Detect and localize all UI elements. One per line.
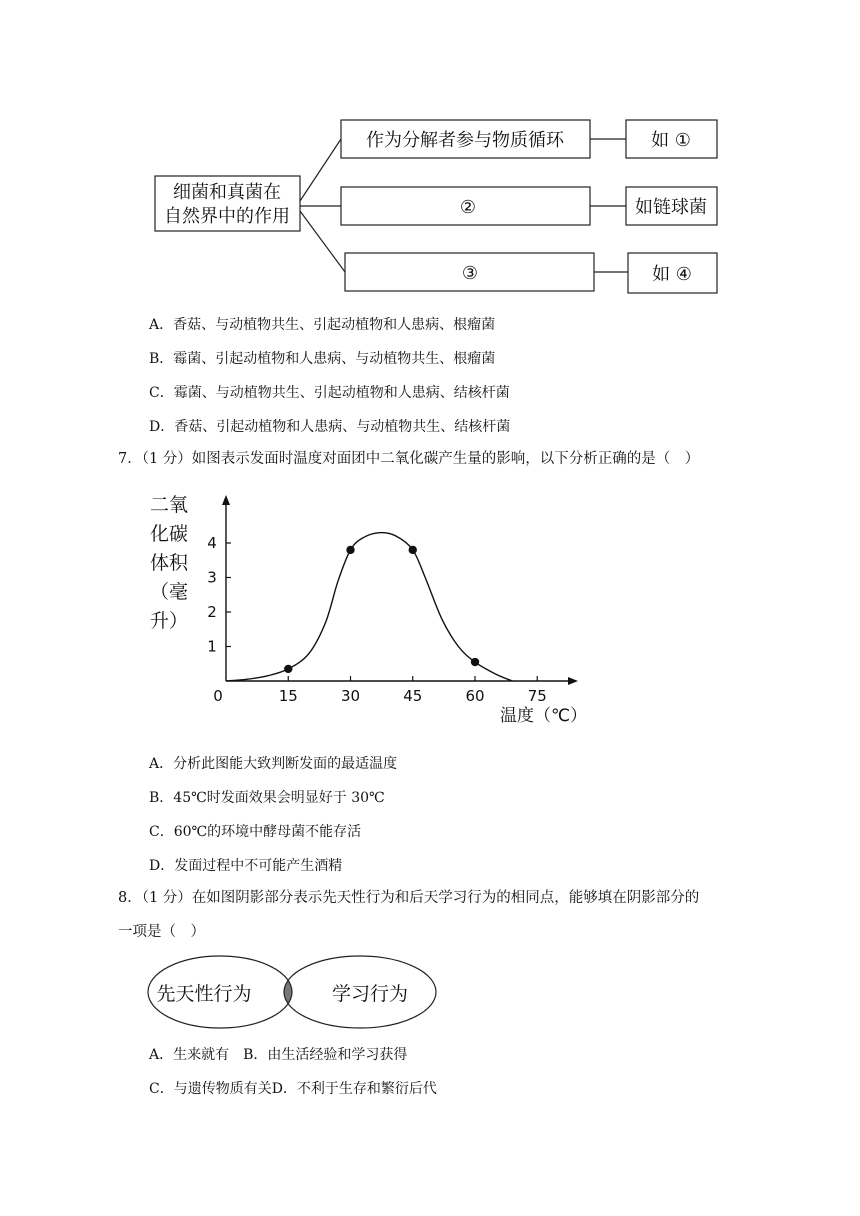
q7-stem: 7．（1 分）如图表示发面时温度对面团中二氧化碳产生量的影响，以下分析正确的是（ ）: [118, 451, 700, 467]
branch3-example-label: 如 ④: [652, 264, 692, 285]
y-tick-label: 3: [207, 568, 217, 587]
branch3-label: ③: [461, 263, 479, 284]
connector: [300, 139, 341, 201]
data-point: [409, 546, 417, 554]
x-axis-label: 温度（℃）: [500, 706, 588, 726]
data-point: [346, 546, 354, 554]
x-tick-label: 45: [403, 687, 423, 705]
y-axis-label-line: 二氧: [150, 494, 189, 516]
y-axis-label-line: （毫: [150, 581, 189, 603]
y-tick-label: 2: [207, 603, 217, 621]
data-point: [471, 658, 479, 666]
q8-stem-line1: 8．（1 分）在如图阴影部分表示先天性行为和后天学习行为的相同点，能够填在阴影部分的: [118, 890, 700, 906]
connector: [300, 211, 345, 272]
q7-option-d[interactable]: D．发面过程中不可能产生酒精: [149, 858, 343, 874]
venn-diagram: [140, 950, 450, 1032]
y-tick-label: 1: [207, 637, 217, 656]
q7-option-b[interactable]: B．45℃时发面效果会明显好于 30℃: [149, 790, 385, 806]
y-axis-label-line: 升）: [150, 610, 189, 632]
branch2-label: ②: [459, 197, 477, 218]
y-axis-label: [150, 494, 189, 632]
q6-option-d[interactable]: D．香菇、引起动植物和人患病、与动植物共生、结核杆菌: [149, 419, 511, 435]
x-tick-label: 30: [340, 687, 361, 705]
branch2-example-label: 如链球菌: [635, 197, 707, 218]
x-tick-label: 0: [213, 687, 223, 705]
y-tick-label: 4: [207, 534, 217, 552]
root-label-line1: 细菌和真菌在: [173, 182, 281, 203]
q8-options-line1[interactable]: A．生来就有 B．由生活经验和学习获得: [149, 1047, 408, 1063]
x-tick-label: 60: [465, 687, 485, 705]
q6-option-a[interactable]: A．香菇、与动植物共生、引起动植物和人患病、根瘤菌: [149, 317, 496, 333]
concept-map: [0, 0, 860, 310]
y-axis-arrow: [222, 495, 230, 505]
q6-option-c[interactable]: C．霉菌、与动植物共生、引起动植物和人患病、结核杆菌: [149, 385, 510, 401]
q8-stem-line2: 一项是（ ）: [118, 924, 205, 940]
root-label-line2: 自然界中的作用: [164, 206, 290, 227]
branch1-label: 作为分解者参与物质循环: [366, 130, 564, 151]
co2-temperature-chart: [140, 485, 620, 730]
data-point: [284, 665, 292, 673]
venn-right-label: 学习行为: [331, 983, 409, 1005]
q6-option-b[interactable]: B．霉菌、引起动植物和人患病、与动植物共生、根瘤菌: [149, 351, 496, 367]
co2-curve: [226, 533, 512, 681]
branch1-example-label: 如 ①: [651, 130, 691, 151]
q8-options-line2[interactable]: C．与遗传物质有关D．不利于生存和繁衍后代: [149, 1081, 437, 1097]
y-axis-label-line: 化碳: [150, 523, 189, 545]
x-tick-label: 75: [527, 687, 547, 705]
x-tick-label: 15: [278, 687, 298, 705]
q7-option-c[interactable]: C．60℃的环境中酵母菌不能存活: [149, 824, 362, 840]
y-axis-label-line: 体积: [150, 552, 189, 574]
venn-left-label: 先天性行为: [156, 983, 252, 1005]
x-axis-arrow: [568, 677, 578, 685]
q7-option-a[interactable]: A．分析此图能大致判断发面的最适温度: [149, 756, 398, 772]
